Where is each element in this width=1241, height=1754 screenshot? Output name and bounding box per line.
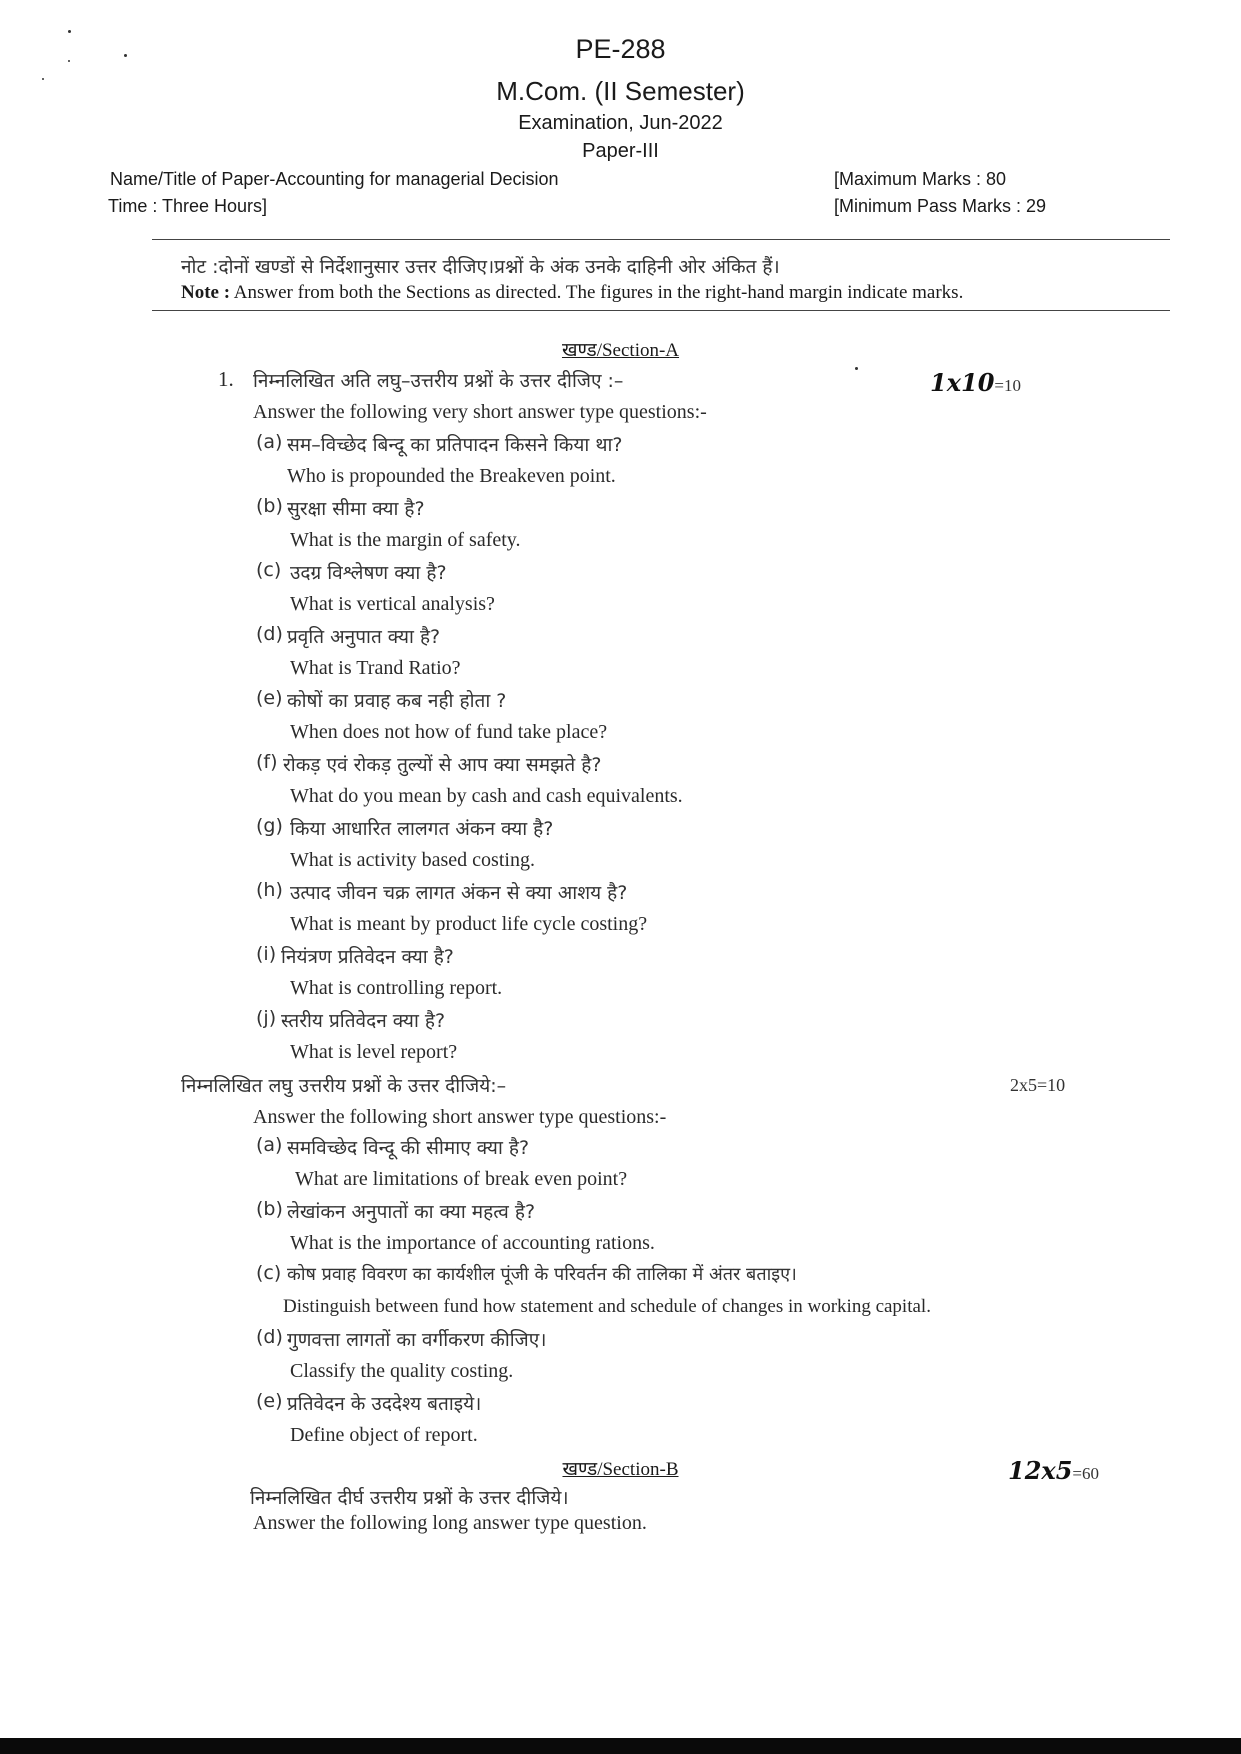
section-b-marks-total: =60 (1072, 1464, 1099, 1483)
q2-item-e-label: (e) (256, 1390, 283, 1412)
divider-bottom (152, 310, 1170, 311)
q2-item-b-english: What is the importance of accounting rations. (290, 1232, 655, 1254)
q1-item-j-hindi: स्तरीय प्रतिवेदन क्या है? (281, 1010, 446, 1032)
note-label: Note : (181, 282, 231, 303)
question-1-marks-total: =10 (994, 376, 1021, 395)
q1-item-d-label: (d) (256, 623, 283, 645)
q2-item-b-label: (b) (256, 1198, 283, 1220)
question-1-marks-hand: 1x10 (930, 368, 995, 397)
q1-item-e-english: When does not how of fund take place? (290, 721, 608, 743)
q2-item-b-hindi: लेखांकन अनुपातों का क्या महत्व है? (287, 1201, 536, 1223)
q1-item-f-english: What do you mean by cash and cash equivalents. (290, 785, 683, 807)
q2-item-c-label: (c) (256, 1262, 282, 1284)
q1-item-e-hindi: कोषों का प्रवाह कब नही होता ? (287, 690, 507, 712)
q1-item-b-label: (b) (256, 495, 283, 517)
q1-item-h-english: What is meant by product life cycle costing? (290, 913, 648, 935)
maximum-marks: [Maximum Marks : 80 (834, 169, 1007, 189)
q1-item-b-english: What is the margin of safety. (290, 529, 521, 551)
q2-item-e-hindi: प्रतिवेदन के उददेश्य बताइये। (287, 1393, 482, 1415)
q1-item-g-hindi: किया आधारित लालगत अंकन क्या है? (290, 818, 554, 840)
note-text: Answer from both the Sections as directed. The figures in the right-hand margin indicate marks. (230, 282, 964, 303)
question-1-english: Answer the following very short answer type questions:- (253, 401, 707, 423)
q2-item-a-label: (a) (256, 1134, 283, 1156)
q2-item-d-hindi: गुणवत्ता लागतों का वर्गीकरण कीजिए। (287, 1329, 547, 1351)
section-a-heading: खण्ड/Section-A (561, 340, 680, 361)
q2-item-c-english: Distinguish between fund how statement and schedule of changes in working capital. (283, 1296, 931, 1317)
q2-item-c-hindi: कोष प्रवाह विवरण का कार्यशील पूंजी के परिवर्तन की तालिका में अंतर बताइए। (287, 1264, 797, 1285)
q1-item-j-english: What is level report? (290, 1041, 458, 1063)
section-b-english: Answer the following long answer type question. (253, 1512, 647, 1534)
question-2-hindi: निम्नलिखित लघु उत्तरीय प्रश्नों के उत्तर दीजिये:– (181, 1075, 507, 1097)
q1-item-c-hindi: उदग्र विश्लेषण क्या है? (290, 562, 447, 584)
q1-item-g-english: What is activity based costing. (290, 849, 535, 871)
section-b-marks (1008, 1456, 1099, 1485)
exam-duration: Time : Three Hours] (108, 196, 268, 216)
q2-item-e-english: Define object of report. (290, 1424, 478, 1446)
course-name: M.Com. (II Semester) (496, 76, 745, 106)
q2-item-d-english: Classify the quality costing. (290, 1360, 514, 1382)
q1-item-i-english: What is controlling report. (290, 977, 503, 999)
q1-item-d-hindi: प्रवृति अनुपात क्या है? (287, 626, 441, 648)
paper-title: Name/Title of Paper-Accounting for managerial Decision (110, 169, 559, 189)
paper-number: Paper-III (582, 140, 659, 162)
q1-item-c-label: (c) (256, 559, 282, 581)
question-1-marks (930, 368, 1021, 397)
q1-item-i-label: (i) (256, 943, 277, 965)
paper-code: PE-288 (575, 34, 666, 64)
q1-item-b-hindi: सुरक्षा सीमा क्या है? (287, 498, 425, 520)
note-hindi: नोट :दोनों खण्डों से निर्देशानुसार उत्तर दीजिए।प्रश्नों के अंक उनके दाहिनी ओर अंकित हैं। (181, 256, 780, 278)
scan-bottom-edge (0, 1738, 1241, 1754)
q1-item-h-label: (h) (256, 879, 283, 901)
q1-item-a-label: (a) (256, 431, 283, 453)
section-b-hindi: निम्नलिखित दीर्घ उत्तरीय प्रश्नों के उत्तर दीजिये। (250, 1487, 569, 1509)
question-1-number: 1. (218, 367, 234, 391)
exam-session: Examination, Jun-2022 (518, 112, 723, 134)
q1-item-f-label: (f) (256, 751, 278, 773)
divider-top (152, 239, 1170, 240)
section-b-marks-hand: 12x5 (1008, 1456, 1073, 1485)
q1-item-f-hindi: रोकड़ एवं रोकड़ तुल्यों से आप क्या समझते है? (283, 754, 602, 776)
question-1-hindi: निम्नलिखित अति लघु–उत्तरीय प्रश्नों के उत्तर दीजिए :– (253, 370, 624, 392)
scan-speck (68, 30, 71, 33)
q1-item-j-label: (j) (256, 1007, 277, 1029)
q2-item-a-hindi: समविच्छेद विन्दू की सीमाए क्या है? (287, 1137, 530, 1159)
question-2-marks: 2x5=10 (1010, 1075, 1066, 1095)
note-english (181, 282, 963, 304)
q1-item-a-english: Who is propounded the Breakeven point. (287, 465, 616, 487)
q1-item-a-hindi: सम–विच्छेद बिन्दू का प्रतिपादन किसने किया था? (287, 434, 623, 456)
q1-item-e-label: (e) (256, 687, 283, 709)
minimum-pass-marks: [Minimum Pass Marks : 29 (834, 196, 1047, 216)
q1-item-c-english: What is vertical analysis? (290, 593, 495, 615)
q1-item-g-label: (g) (256, 815, 283, 837)
q1-item-d-english: What is Trand Ratio? (290, 657, 461, 679)
q1-item-i-hindi: नियंत्रण प्रतिवेदन क्या है? (281, 946, 454, 968)
q2-item-a-english: What are limitations of break even point? (295, 1168, 628, 1190)
q2-item-d-label: (d) (256, 1326, 283, 1348)
section-b-heading: खण्ड/Section-B (562, 1459, 679, 1480)
question-2-english: Answer the following short answer type questions:- (253, 1106, 667, 1128)
scan-speck (855, 367, 858, 370)
q1-item-h-hindi: उत्पाद जीवन चक्र लागत अंकन से क्या आशय है? (290, 882, 628, 904)
